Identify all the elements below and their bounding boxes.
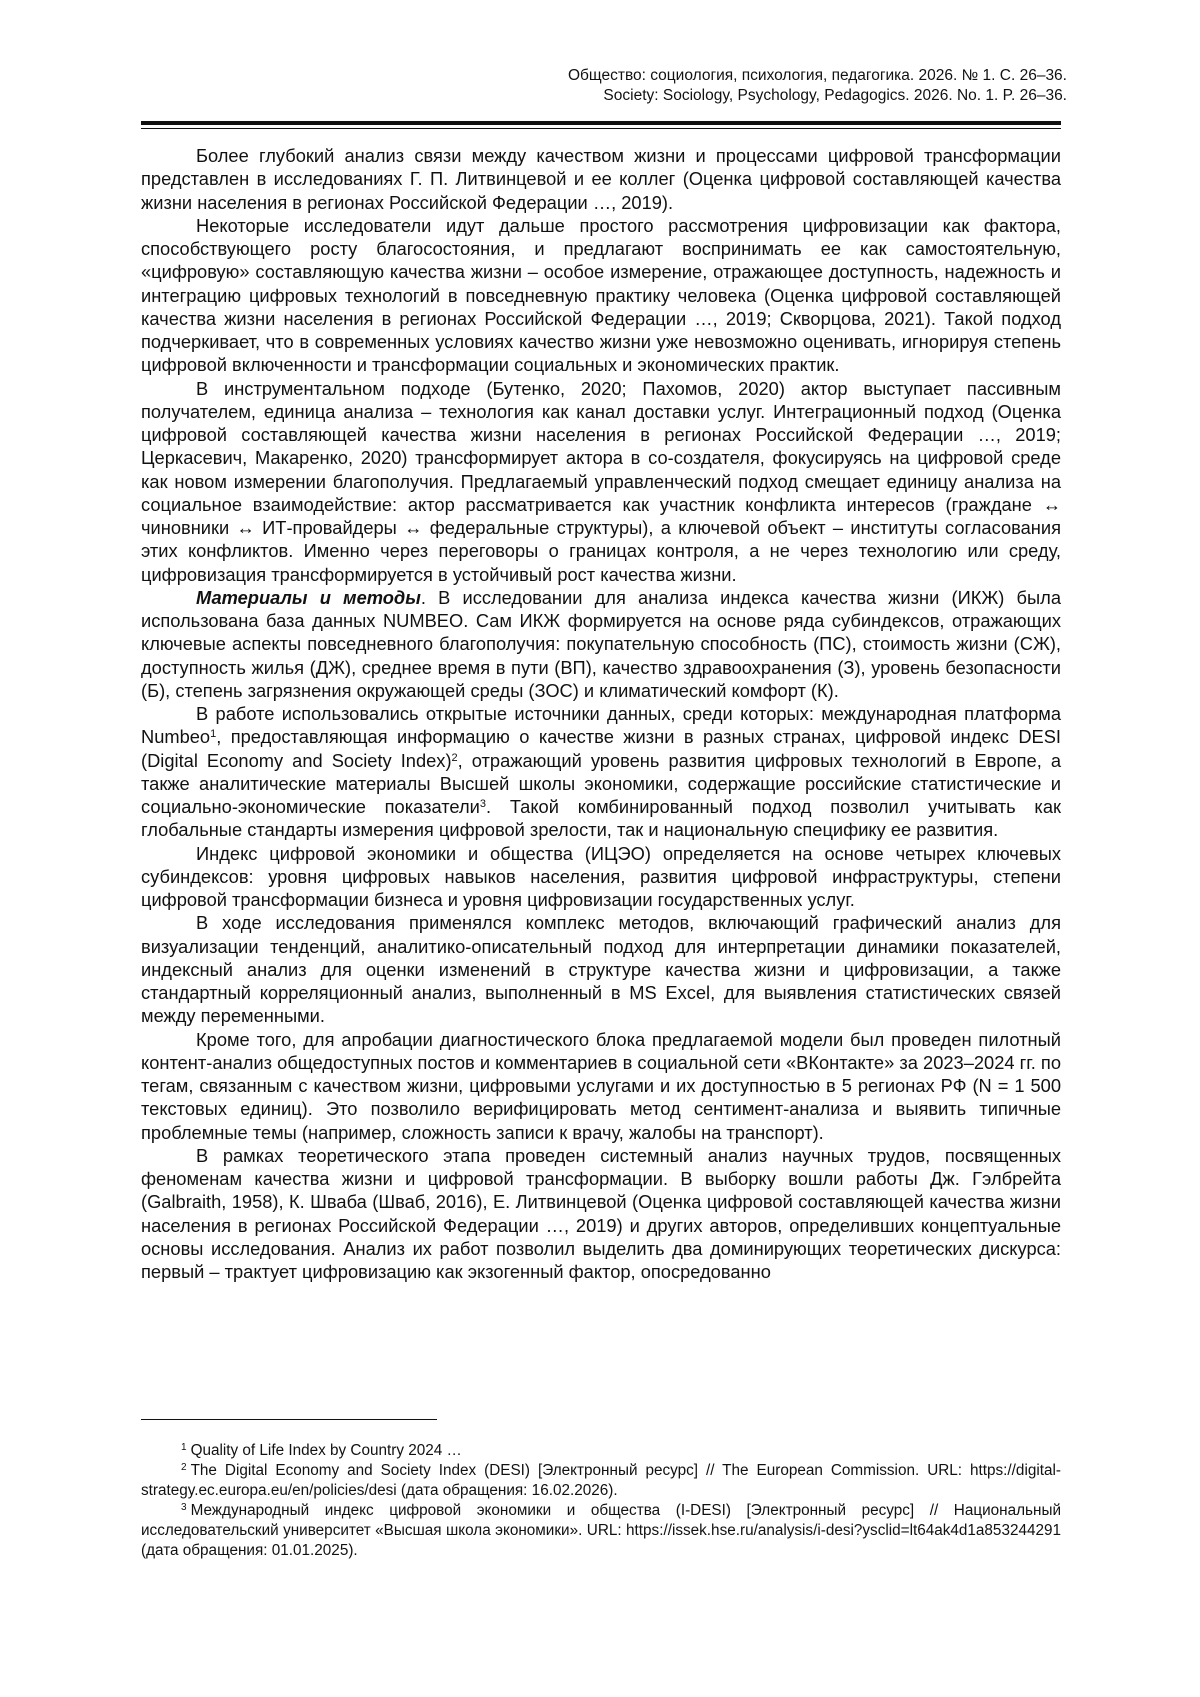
footnote <box>141 1441 1061 1461</box>
paragraph: В инструментальном подходе (Бутенко, 2020; Пахомов, 2020) актор выступает пассивным получателем, единица анализа – технология как канал доставки услуг. Интеграционный подход (Оценка цифровой составляющей качества жизни населения в регионах Российской Федерации …, 2019; Церкасевич, Макаренко, 2020) трансформирует актора в со-создателя, фокусируясь на цифровой среде как новом измерении благополучия. Предлагаемый управленческий подход смещает единицу анализа на социальное взаимодействие: актор рассматривается как участник конфликта интересов (граждане ↔ чиновники ↔ ИТ-провайдеры ↔ федеральные структуры), а ключевой объект – институты согласования этих конфликтов. Именно через переговоры о границах контроля, а не через технологию или среду, цифровизация трансформируется в устойчивый рост качества жизни. <box>141 377 1061 585</box>
paragraph-text: . Такой комбинированный подход позволил учитывать как глобальные стандарты измерения цифровой зрелости, так и национальную специфику ее развития. <box>141 796 1061 841</box>
paragraph: Индекс цифровой экономики и общества (ИЦЭО) определяется на основе четырех ключевых субиндексов: уровня цифровых навыков населения, развития цифровой инфраструктуры, степени цифровой трансформации бизнеса и уровня цифровизации государственных услуг. <box>141 842 1061 910</box>
footnote-text: Quality of Life Index by Country 2024 … <box>190 1442 462 1459</box>
footnote <box>141 1461 1061 1501</box>
paragraph: Некоторые исследователи идут дальше простого рассмотрения цифровизации как фактора, способствующего росту благосостояния, и предлагают воспринимать ее как самостоятельную, «цифровую» составляющую качества жизни – особое измерение, отражающее доступность, надежность и интеграцию цифровых технологий в повседневную практику человека (Оценка цифровой составляющей качества жизни населения в регионах Российской Федерации …, 2019; Скворцова, 2021). Такой подход подчеркивает, что в современных условиях качество жизни уже невозможно оценивать, игнорируя степень цифровой включенности и трансформации социальных и экономических практик. <box>141 214 1061 376</box>
paragraph-text: . В исследовании для анализа индекса качества жизни (ИКЖ) была использована база данных NUMBEO. Сам ИКЖ формируется на основе ряда субиндексов, отражающих ключевые аспекты повседневного благополучия: покупательную способность (ПС), стоимость жизни (СЖ), доступность жилья (ДЖ), среднее время в пути (ВП), качество здравоохранения (З), уровень безопасности (Б), степень загрязнения окружающей среды (ЗОС) и климатический комфорт (К). <box>141 586 1061 701</box>
header-rule-thin <box>141 128 1061 129</box>
footnote-ref: 1 <box>210 728 217 741</box>
section-lead-heading: Материалы и методы <box>196 586 421 608</box>
header-line-ru: Общество: социология, психология, педагогика. 2026. № 1. С. 26–36. <box>567 67 1067 84</box>
paragraph <box>141 702 1061 842</box>
article-body <box>141 144 1061 1283</box>
footnote-number: 1 <box>181 1442 187 1453</box>
footnotes <box>141 1441 1061 1561</box>
footnote-number: 2 <box>181 1462 187 1473</box>
footnote-number: 3 <box>181 1502 187 1513</box>
running-header <box>568 66 1067 106</box>
paragraph: В рамках теоретического этапа проведен системный анализ научных трудов, посвященных феноменам качества жизни и цифровой трансформации. В выборку вошли работы Дж. Гэлбрейта (Galbraith, 1958), К. Шваба (Шваб, 2016), Е. Литвинцевой (Оценка цифровой составляющей качества жизни населения в регионах Российской Федерации …, 2019) и других авторов, определивших концептуальные основы исследования. Анализ их работ позволил выделить два доминирующих теоретических дискурса: первый – трактует цифровизацию как экзогенный фактор, опосредованно <box>141 1144 1061 1282</box>
header-rule-thick <box>141 121 1061 125</box>
footnote-text: Международный индекс цифровой экономики и общества (I-DESI) [Электронный ресурс] // Национальный исследовательский университет «Высшая школа экономики». URL: https://issek.hse.ru/analysis/i-desi?ysclid=lt64ak4d1a853244291 (дата обращения: 01.01.2025). <box>141 1502 1061 1559</box>
footnote-separator <box>141 1419 437 1420</box>
paragraph: Более глубокий анализ связи между качеством жизни и процессами цифровой трансформации представлен в исследованиях Г. П. Литвинцевой и ее коллег (Оценка цифровой составляющей качества жизни населения в регионах Российской Федерации …, 2019). <box>141 145 1061 213</box>
footnote-ref: 2 <box>451 751 458 764</box>
footnote <box>141 1501 1061 1561</box>
paragraph <box>141 586 1061 702</box>
paragraph-text: , отражающий уровень развития цифровых технологий в Европе, а также аналитические материалы Высшей школы экономики, содержащие российские статистические и социально-экономические показатели <box>141 749 1061 817</box>
paragraph: В ходе исследования применялся комплекс методов, включающий графический анализ для визуализации тенденций, аналитико-описательный подход для интерпретации динамики показателей, индексный анализ для оценки изменений в структуре качества жизни и цифровизации, а также стандартный корреляционный анализ, выполненный в MS Excel, для выявления статистических связей между переменными. <box>141 912 1061 1027</box>
paragraph-text: , предоставляющая информацию о качестве жизни в разных странах, цифровой индекс DESI (Digital Economy and Society Index) <box>141 726 1061 771</box>
paragraph: Кроме того, для апробации диагностического блока предлагаемой модели был проведен пилотный контент-анализ общедоступных постов и комментариев в социальной сети «ВКонтакте» за 2023–2024 гг. по тегам, связанным с качеством жизни, цифровыми услугами и их доступностью в 5 регионах РФ (N = 1 500 текстовых единиц). Это позволило верифицировать метод сентимент-анализа и выявить типичные проблемные темы (например, сложность записи к врачу, жалобы на транспорт). <box>141 1028 1061 1143</box>
footnote-text: The Digital Economy and Society Index (DESI) [Электронный ресурс] // The European Commission. URL: https://digital-strategy.ec.europa.eu/en/policies/desi (дата обращения: 16.02.2026). <box>141 1462 1061 1499</box>
footnote-ref: 3 <box>479 798 486 810</box>
header-line-en: Society: Sociology, Psychology, Pedagogics. 2026. No. 1. P. 26–36. <box>603 87 1067 104</box>
paragraph-text: В работе использовались открытые источники данных, среди которых: международная платформа Numbeo <box>141 703 1061 748</box>
